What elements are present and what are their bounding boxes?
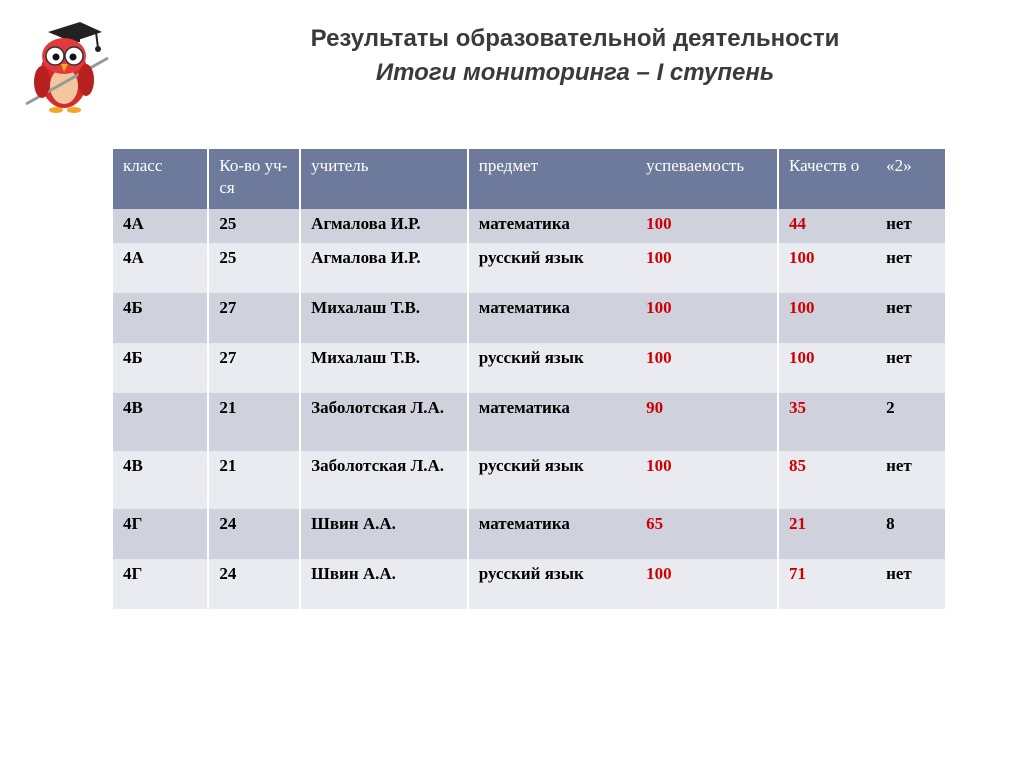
table-row (113, 451, 945, 509)
cell-quality: 100 (778, 243, 876, 293)
results-table (113, 149, 945, 609)
table-row (113, 293, 945, 343)
table-row (113, 559, 945, 609)
column-header-teacher: учитель (300, 149, 468, 209)
cell-twos: нет (876, 209, 945, 243)
cell-success: 65 (636, 509, 778, 559)
cell-twos: 2 (876, 393, 945, 451)
cell-twos: нет (876, 243, 945, 293)
cell-class: 4А (113, 243, 208, 293)
cell-class: 4В (113, 451, 208, 509)
cell-class: 4Г (113, 559, 208, 609)
column-header-subject: предмет (468, 149, 636, 209)
cell-quality: 35 (778, 393, 876, 451)
cell-quality: 85 (778, 451, 876, 509)
cell-class: 4А (113, 209, 208, 243)
cell-twos: нет (876, 343, 945, 393)
cell-class: 4Г (113, 509, 208, 559)
cell-teacher: Заболотская Л.А. (300, 451, 468, 509)
table-header-row (113, 149, 945, 209)
cell-count: 25 (208, 209, 300, 243)
column-header-quality: Качеств о (778, 149, 876, 209)
cell-count: 27 (208, 343, 300, 393)
cell-subject: русский язык (468, 451, 636, 509)
column-header-twos: «2» (876, 149, 945, 209)
cell-quality: 44 (778, 209, 876, 243)
page-subtitle: Итоги мониторинга – I ступень (375, 59, 775, 86)
title-block (0, 22, 1024, 90)
cell-success: 90 (636, 393, 778, 451)
cell-teacher: Заболотская Л.А. (300, 393, 468, 451)
table-row (113, 243, 945, 293)
cell-count: 27 (208, 293, 300, 343)
cell-subject: русский язык (468, 243, 636, 293)
cell-twos: нет (876, 559, 945, 609)
cell-teacher: Швин А.А. (300, 559, 468, 609)
column-header-count: Ко-во уч-ся (208, 149, 300, 209)
table-row (113, 509, 945, 559)
cell-count: 24 (208, 559, 300, 609)
cell-twos: 8 (876, 509, 945, 559)
cell-subject: математика (468, 209, 636, 243)
cell-quality: 71 (778, 559, 876, 609)
cell-count: 21 (208, 451, 300, 509)
cell-subject: математика (468, 393, 636, 451)
cell-success: 100 (636, 343, 778, 393)
table-row (113, 343, 945, 393)
cell-subject: русский язык (468, 559, 636, 609)
cell-teacher: Михалаш Т.В. (300, 293, 468, 343)
cell-success: 100 (636, 451, 778, 509)
cell-subject: русский язык (468, 343, 636, 393)
page-title: Результаты образовательной деятельности (310, 25, 840, 52)
column-header-success: успеваемость (636, 149, 778, 209)
column-header-class: класс (113, 149, 208, 209)
cell-twos: нет (876, 451, 945, 509)
cell-quality: 21 (778, 509, 876, 559)
cell-subject: математика (468, 293, 636, 343)
cell-class: 4Б (113, 343, 208, 393)
cell-count: 24 (208, 509, 300, 559)
cell-subject: математика (468, 509, 636, 559)
cell-teacher: Швин А.А. (300, 509, 468, 559)
cell-teacher: Агмалова И.Р. (300, 243, 468, 293)
cell-teacher: Михалаш Т.В. (300, 343, 468, 393)
table-row (113, 209, 945, 243)
cell-success: 100 (636, 559, 778, 609)
cell-count: 21 (208, 393, 300, 451)
table-row (113, 393, 945, 451)
cell-success: 100 (636, 209, 778, 243)
cell-class: 4В (113, 393, 208, 451)
cell-quality: 100 (778, 343, 876, 393)
cell-success: 100 (636, 293, 778, 343)
cell-success: 100 (636, 243, 778, 293)
cell-quality: 100 (778, 293, 876, 343)
cell-twos: нет (876, 293, 945, 343)
cell-teacher: Агмалова И.Р. (300, 209, 468, 243)
cell-class: 4Б (113, 293, 208, 343)
cell-count: 25 (208, 243, 300, 293)
